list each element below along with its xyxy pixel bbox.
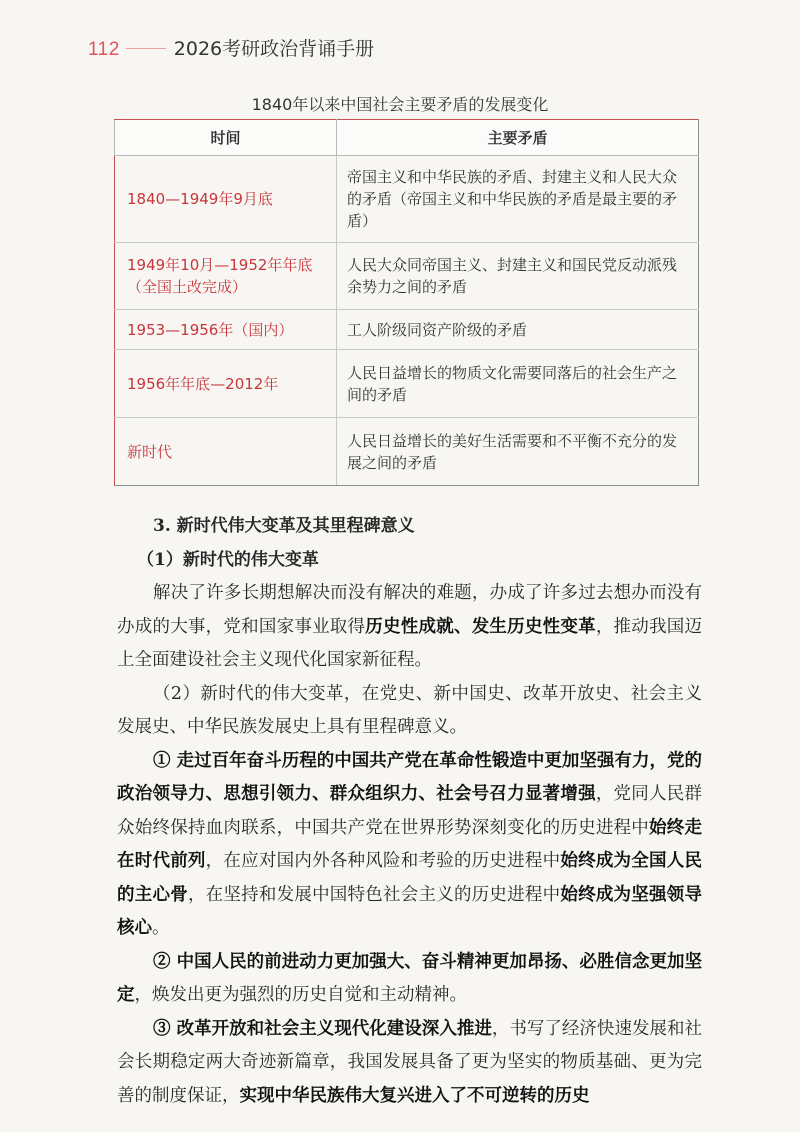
contradiction-cell: 帝国主义和中华民族的矛盾、封建主义和人民大众的矛盾（帝国主义和中华民族的矛盾是最主要的矛盾）	[337, 156, 699, 243]
contradiction-cell: 人民大众同帝国主义、封建主义和国民党反动派残余势力之间的矛盾	[337, 243, 699, 310]
column-header-period: 时间	[115, 120, 337, 156]
contradiction-cell: 工人阶级同资产阶级的矛盾	[337, 310, 699, 350]
header-divider	[126, 48, 166, 49]
paragraph-1: 解决了许多长期想解决而没有解决的难题，办成了许多过去想办而没有办成的大事，党和国家事业取得历史性成就、发生历史性变革，推动我国迈上全面建设社会主义现代化国家新征程。	[117, 583, 702, 670]
table-row	[115, 243, 699, 310]
paragraph-5: ③ 改革开放和社会主义现代化建设深入推进，书写了经济快速发展和社会长期稳定两大奇迹新篇章，我国发展具备了更为坚实的物质基础、更为完善的制度保证，实现中华民族伟大复兴进入了不可逆转的历史	[117, 1018, 703, 1106]
column-header-contradiction: 主要矛盾	[337, 120, 699, 156]
contradiction-cell: 人民日益增长的物质文化需要同落后的社会生产之间的矛盾	[337, 350, 699, 418]
page-number: 112	[88, 39, 120, 60]
period-cell: 1953—1956年（国内）	[115, 310, 337, 350]
body-text	[117, 510, 702, 1113]
paragraph-3: ① 走过百年奋斗历程的中国共产党在革命性锻造中更加坚强有力，党的政治领导力、思想引领力、群众组织力、社会号召力显著增强，党同人民群众始终保持血肉联系，中国共产党在世界形势深刻变化的历史进程中始终走在时代前列，在应对国内外各种风险和考验的历史进程中始终成为全国人民的主心骨，在坚持和发展中国特色社会主义的历史进程中始终成为坚强领导核心。	[117, 750, 703, 938]
book-title: 2026考研政治背诵手册	[173, 38, 375, 60]
table-title: 1840年以来中国社会主要矛盾的发展变化	[251, 95, 549, 114]
table-row	[115, 418, 699, 486]
contradictions-table	[114, 119, 699, 486]
period-cell: 1949年10月—1952年年底（全国土改完成）	[115, 243, 337, 310]
section-heading: 3. 新时代伟大变革及其里程碑意义	[153, 516, 415, 536]
period-cell: 1956年年底—2012年	[115, 350, 337, 418]
table-row	[115, 310, 699, 350]
contradiction-cell: 人民日益增长的美好生活需要和不平衡不充分的发展之间的矛盾	[337, 418, 699, 486]
paragraph-4: ② 中国人民的前进动力更加强大、奋斗精神更加昂扬、必胜信念更加坚定，焕发出更为强烈的历史自觉和主动精神。	[117, 951, 703, 1005]
page-header	[88, 34, 374, 61]
table-row	[115, 350, 699, 418]
period-cell: 新时代	[115, 418, 337, 486]
table-header-row	[115, 120, 699, 156]
table-row	[115, 156, 699, 243]
subsection-heading: （1）新时代的伟大变革	[137, 549, 319, 570]
paragraph-2: （2）新时代的伟大变革，在党史、新中国史、改革开放史、社会主义发展史、中华民族发展史上具有里程碑意义。	[117, 683, 702, 737]
period-cell: 1840—1949年9月底	[115, 156, 337, 243]
